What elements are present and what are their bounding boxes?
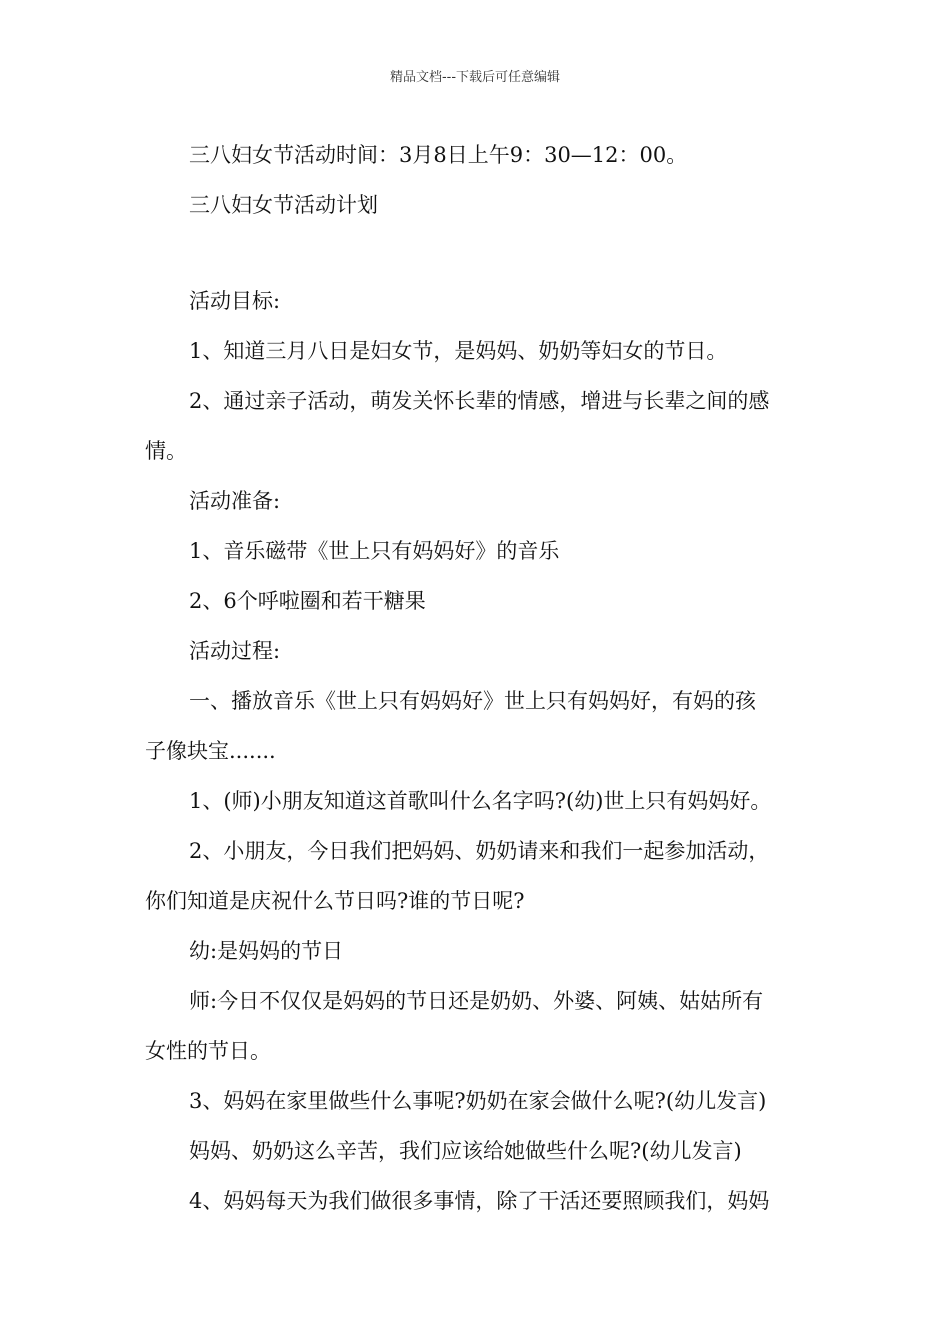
paragraph-line: 情。 bbox=[145, 439, 187, 463]
document-body bbox=[145, 130, 810, 1226]
paragraph-line: 师:今日不仅仅是妈妈的节日还是奶奶、外婆、阿姨、姑姑所有 bbox=[189, 989, 764, 1013]
paragraph-line: 4、妈妈每天为我们做很多事情，除了干活还要照顾我们，妈妈 bbox=[189, 1189, 770, 1213]
blank-gap bbox=[145, 230, 810, 276]
paragraph-line: 一、播放音乐《世上只有妈妈好》世上只有妈妈好，有妈的孩 bbox=[189, 689, 756, 713]
paragraph-line: 三八妇女节活动时间：3月8日上午9：30—12：00。 bbox=[189, 143, 688, 167]
paragraph-line: 2、通过亲子活动，萌发关怀长辈的情感，增进与长辈之间的感 bbox=[189, 389, 770, 413]
paragraph-line: 3、妈妈在家里做些什么事呢?奶奶在家会做什么呢?(幼儿发言) bbox=[189, 1089, 767, 1113]
paragraph-line: 你们知道是庆祝什么节日吗?谁的节日呢? bbox=[145, 889, 525, 913]
paragraph-line: 妈妈、奶奶这么辛苦，我们应该给她做些什么呢?(幼儿发言) bbox=[189, 1139, 742, 1163]
paragraph-line: 2、6个呼啦圈和若干糖果 bbox=[189, 589, 426, 613]
paragraph-line: 1、音乐磁带《世上只有妈妈好》的音乐 bbox=[189, 539, 560, 563]
section-heading: 活动过程: bbox=[189, 639, 281, 663]
paragraph-line: 子像块宝....... bbox=[145, 739, 276, 763]
section-heading: 活动目标: bbox=[189, 289, 281, 313]
paragraph-line: 女性的节日。 bbox=[145, 1039, 271, 1063]
paragraph-line: 幼:是妈妈的节日 bbox=[189, 939, 344, 963]
paragraph-line: 1、知道三月八日是妇女节，是妈妈、奶奶等妇女的节日。 bbox=[189, 339, 728, 363]
page-header: 精品文档---下载后可任意编辑 bbox=[389, 70, 561, 85]
section-heading: 活动准备: bbox=[189, 489, 281, 513]
paragraph-line: 1、(师)小朋友知道这首歌叫什么名字吗?(幼)世上只有妈妈好。 bbox=[189, 789, 772, 813]
section-title: 三八妇女节活动计划 bbox=[189, 193, 378, 217]
paragraph-line: 2、小朋友，今日我们把妈妈、奶奶请来和我们一起参加活动， bbox=[189, 839, 770, 863]
